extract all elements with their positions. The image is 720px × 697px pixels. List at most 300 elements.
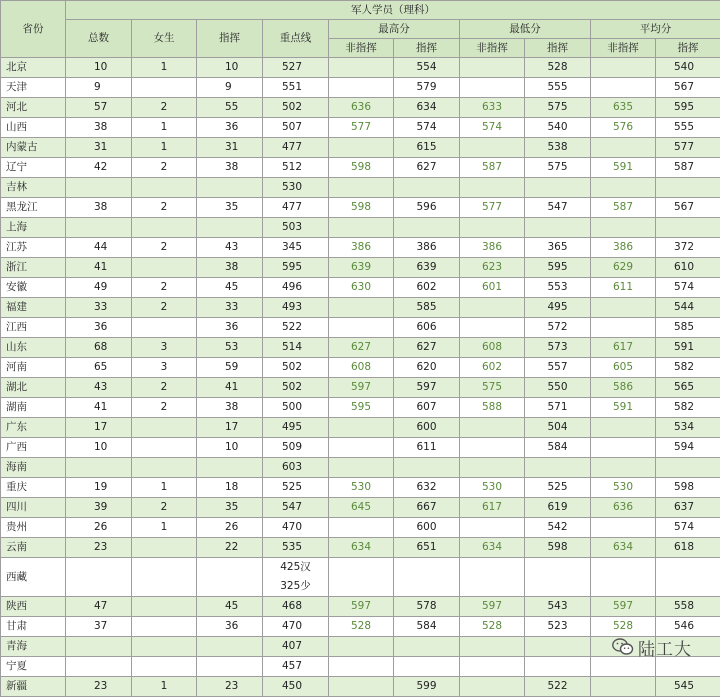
cell-max-c: 632 <box>394 478 460 498</box>
cell-min-nc: 634 <box>460 538 525 558</box>
cell-avg-c: 610 <box>656 258 720 278</box>
cell-command: 26 <box>197 518 263 538</box>
cell-total: 23 <box>66 538 132 558</box>
cell-command <box>197 637 263 657</box>
cell-min-c: 550 <box>525 378 591 398</box>
cell-keyline: 535 <box>263 538 329 558</box>
cell-keyline: 603 <box>263 458 329 478</box>
cell-female <box>132 657 197 677</box>
cell-command: 35 <box>197 198 263 218</box>
table-row <box>1 498 720 518</box>
cell-avg-nc <box>591 78 656 98</box>
header-avg: 平均分 <box>591 20 720 39</box>
cell-avg-c: 591 <box>656 338 720 358</box>
cell-keyline: 470 <box>263 518 329 538</box>
cell-command <box>197 458 263 478</box>
cell-total: 37 <box>66 617 132 637</box>
table-row <box>1 258 720 278</box>
cell-avg-c <box>656 458 720 478</box>
cell-command: 31 <box>197 138 263 158</box>
cell-max-nc <box>329 78 394 98</box>
cell-province: 云南 <box>1 538 66 558</box>
cell-female: 1 <box>132 677 197 697</box>
cell-max-c: 615 <box>394 138 460 158</box>
cell-avg-nc <box>591 218 656 238</box>
cell-max-nc <box>329 558 394 597</box>
cell-keyline <box>263 558 329 597</box>
cell-keyline: 547 <box>263 498 329 518</box>
table-row <box>1 178 720 198</box>
header-min-non-command: 非指挥 <box>460 39 525 58</box>
cell-province: 湖北 <box>1 378 66 398</box>
cell-command: 17 <box>197 418 263 438</box>
cell-max-c: 574 <box>394 118 460 138</box>
header-min-command: 指挥 <box>525 39 591 58</box>
cell-min-nc <box>460 418 525 438</box>
wechat-icon <box>612 638 634 656</box>
cell-avg-nc: 528 <box>591 617 656 637</box>
cell-avg-c: 545 <box>656 677 720 697</box>
cell-avg-nc: 586 <box>591 378 656 398</box>
cell-avg-c: 534 <box>656 418 720 438</box>
cell-command: 53 <box>197 338 263 358</box>
cell-avg-nc <box>591 418 656 438</box>
cell-keyline: 500 <box>263 398 329 418</box>
cell-max-c <box>394 637 460 657</box>
header-military: 军人学员（理科） <box>66 1 720 20</box>
cell-max-c: 579 <box>394 78 460 98</box>
cell-min-c: 495 <box>525 298 591 318</box>
cell-max-nc <box>329 657 394 677</box>
cell-min-c: 522 <box>525 677 591 697</box>
table-row <box>1 518 720 538</box>
cell-min-nc <box>460 78 525 98</box>
cell-female <box>132 637 197 657</box>
table-row <box>1 98 720 118</box>
cell-total <box>66 218 132 238</box>
cell-command: 18 <box>197 478 263 498</box>
cell-command: 38 <box>197 398 263 418</box>
table-row <box>1 458 720 478</box>
cell-keyline: 522 <box>263 318 329 338</box>
cell-avg-nc <box>591 138 656 158</box>
cell-max-nc <box>329 418 394 438</box>
cell-female: 1 <box>132 518 197 538</box>
cell-max-c: 578 <box>394 597 460 617</box>
cell-min-nc: 588 <box>460 398 525 418</box>
cell-max-c: 602 <box>394 278 460 298</box>
cell-avg-c: 577 <box>656 138 720 158</box>
cell-keyline: 512 <box>263 158 329 178</box>
cell-keyline: 530 <box>263 178 329 198</box>
cell-total: 38 <box>66 198 132 218</box>
cell-total: 36 <box>66 318 132 338</box>
cell-province: 天津 <box>1 78 66 98</box>
cell-keyline: 595 <box>263 258 329 278</box>
cell-min-nc <box>460 178 525 198</box>
cell-min-nc: 587 <box>460 158 525 178</box>
cell-avg-c <box>656 218 720 238</box>
cell-avg-c: 372 <box>656 238 720 258</box>
cell-avg-nc: 636 <box>591 498 656 518</box>
cell-total <box>66 657 132 677</box>
cell-max-c: 386 <box>394 238 460 258</box>
cell-min-c: 553 <box>525 278 591 298</box>
cell-avg-nc <box>591 518 656 538</box>
cell-max-nc <box>329 637 394 657</box>
table-row <box>1 338 720 358</box>
cell-command: 43 <box>197 238 263 258</box>
cell-max-c: 599 <box>394 677 460 697</box>
table-row <box>1 158 720 178</box>
cell-max-nc <box>329 138 394 158</box>
cell-female: 1 <box>132 58 197 78</box>
cell-max-nc <box>329 318 394 338</box>
table-row <box>1 478 720 498</box>
cell-female <box>132 258 197 278</box>
cell-avg-nc: 530 <box>591 478 656 498</box>
cell-command: 23 <box>197 677 263 697</box>
table-row <box>1 438 720 458</box>
cell-province: 甘肃 <box>1 617 66 637</box>
cell-female: 2 <box>132 278 197 298</box>
cell-max-nc <box>329 178 394 198</box>
table-row <box>1 538 720 558</box>
cell-province: 安徽 <box>1 278 66 298</box>
header-min: 最低分 <box>460 20 591 39</box>
cell-max-c: 600 <box>394 518 460 538</box>
cell-female: 1 <box>132 478 197 498</box>
cell-avg-nc: 597 <box>591 597 656 617</box>
table-row <box>1 238 720 258</box>
cell-max-c: 606 <box>394 318 460 338</box>
cell-female: 2 <box>132 98 197 118</box>
cell-max-c: 585 <box>394 298 460 318</box>
cell-province: 重庆 <box>1 478 66 498</box>
cell-min-nc <box>460 657 525 677</box>
cell-province: 河北 <box>1 98 66 118</box>
cell-province: 广西 <box>1 438 66 458</box>
cell-avg-c: 555 <box>656 118 720 138</box>
cell-max-nc: 386 <box>329 238 394 258</box>
cell-min-nc: 623 <box>460 258 525 278</box>
cell-command: 59 <box>197 358 263 378</box>
cell-province: 吉林 <box>1 178 66 198</box>
cell-province: 内蒙古 <box>1 138 66 158</box>
header-keyline: 重点线 <box>263 20 329 58</box>
header-total: 总数 <box>66 20 132 58</box>
cell-province: 浙江 <box>1 258 66 278</box>
cell-keyline: 496 <box>263 278 329 298</box>
cell-max-nc: 636 <box>329 98 394 118</box>
header-province: 省份 <box>1 1 66 58</box>
cell-province: 辽宁 <box>1 158 66 178</box>
cell-keyline: 345 <box>263 238 329 258</box>
cell-min-c: 575 <box>525 98 591 118</box>
cell-female <box>132 178 197 198</box>
table-header <box>1 1 720 58</box>
cell-keyline: 514 <box>263 338 329 358</box>
cell-female <box>132 418 197 438</box>
cell-command: 36 <box>197 617 263 637</box>
cell-min-nc: 601 <box>460 278 525 298</box>
cell-max-c: 627 <box>394 158 460 178</box>
table-row <box>1 398 720 418</box>
cell-command: 55 <box>197 98 263 118</box>
cell-max-nc: 627 <box>329 338 394 358</box>
cell-command: 22 <box>197 538 263 558</box>
cell-keyline: 468 <box>263 597 329 617</box>
cell-max-nc: 597 <box>329 597 394 617</box>
cell-avg-nc <box>591 298 656 318</box>
cell-command <box>197 178 263 198</box>
cell-avg-c: 544 <box>656 298 720 318</box>
watermark-text: 陆工大 <box>638 635 692 660</box>
table-row <box>1 677 720 697</box>
cell-province: 河南 <box>1 358 66 378</box>
cell-avg-nc: 587 <box>591 198 656 218</box>
table-row <box>1 358 720 378</box>
table-row <box>1 198 720 218</box>
cell-max-nc: 595 <box>329 398 394 418</box>
cell-avg-nc: 576 <box>591 118 656 138</box>
cell-max-nc: 577 <box>329 118 394 138</box>
cell-command: 45 <box>197 278 263 298</box>
cell-min-c: 571 <box>525 398 591 418</box>
cell-total: 10 <box>66 58 132 78</box>
cell-keyline: 502 <box>263 358 329 378</box>
cell-min-nc: 617 <box>460 498 525 518</box>
cell-avg-nc <box>591 677 656 697</box>
cell-max-c: 554 <box>394 58 460 78</box>
cell-keyline: 493 <box>263 298 329 318</box>
cell-avg-nc: 611 <box>591 278 656 298</box>
cell-max-nc: 630 <box>329 278 394 298</box>
cell-min-c: 573 <box>525 338 591 358</box>
cell-command: 36 <box>197 118 263 138</box>
cell-max-c: 634 <box>394 98 460 118</box>
cell-avg-c: 574 <box>656 278 720 298</box>
cell-max-c <box>394 458 460 478</box>
header-avg-command: 指挥 <box>656 39 720 58</box>
cell-min-nc <box>460 637 525 657</box>
cell-min-nc: 575 <box>460 378 525 398</box>
cell-avg-nc: 617 <box>591 338 656 358</box>
cell-avg-nc <box>591 58 656 78</box>
cell-avg-c: 567 <box>656 78 720 98</box>
header-max-command: 指挥 <box>394 39 460 58</box>
cell-total <box>66 458 132 478</box>
cell-max-nc: 597 <box>329 378 394 398</box>
cell-keyline: 407 <box>263 637 329 657</box>
cell-min-c: 528 <box>525 58 591 78</box>
cell-female <box>132 438 197 458</box>
cell-min-c: 575 <box>525 158 591 178</box>
cell-province: 上海 <box>1 218 66 238</box>
cell-total <box>66 637 132 657</box>
table-row <box>1 298 720 318</box>
cell-command: 33 <box>197 298 263 318</box>
cell-max-c: 667 <box>394 498 460 518</box>
cell-total: 41 <box>66 398 132 418</box>
cell-max-nc: 639 <box>329 258 394 278</box>
cell-max-nc <box>329 518 394 538</box>
cell-min-c: 543 <box>525 597 591 617</box>
cell-province: 青海 <box>1 637 66 657</box>
table-row <box>1 218 720 238</box>
cell-command <box>197 218 263 238</box>
cell-avg-nc: 386 <box>591 238 656 258</box>
cell-min-nc <box>460 58 525 78</box>
cell-max-c: 620 <box>394 358 460 378</box>
table-row <box>1 278 720 298</box>
cell-min-nc: 530 <box>460 478 525 498</box>
cell-female <box>132 597 197 617</box>
cell-total: 26 <box>66 518 132 538</box>
cell-total: 39 <box>66 498 132 518</box>
cell-province: 山东 <box>1 338 66 358</box>
cell-max-nc <box>329 58 394 78</box>
cell-avg-c: 618 <box>656 538 720 558</box>
cell-command: 41 <box>197 378 263 398</box>
cell-avg-c: 540 <box>656 58 720 78</box>
cell-max-c: 600 <box>394 418 460 438</box>
cell-female: 2 <box>132 398 197 418</box>
cell-avg-nc <box>591 178 656 198</box>
cell-keyline: 477 <box>263 198 329 218</box>
cell-min-c: 525 <box>525 478 591 498</box>
cell-total: 41 <box>66 258 132 278</box>
cell-command: 45 <box>197 597 263 617</box>
cell-min-nc: 602 <box>460 358 525 378</box>
cell-avg-nc: 634 <box>591 538 656 558</box>
cell-max-c <box>394 558 460 597</box>
cell-max-nc: 634 <box>329 538 394 558</box>
cell-max-nc: 645 <box>329 498 394 518</box>
cell-avg-c <box>656 558 720 597</box>
cell-female: 2 <box>132 198 197 218</box>
cell-max-c: 627 <box>394 338 460 358</box>
cell-max-c: 639 <box>394 258 460 278</box>
cell-max-nc <box>329 458 394 478</box>
cell-min-c <box>525 458 591 478</box>
cell-min-c <box>525 637 591 657</box>
table-row <box>1 597 720 617</box>
cell-min-nc <box>460 318 525 338</box>
cell-province: 贵州 <box>1 518 66 538</box>
cell-avg-c: 637 <box>656 498 720 518</box>
cell-province: 西藏 <box>1 558 66 597</box>
cell-province: 福建 <box>1 298 66 318</box>
cell-min-c: 540 <box>525 118 591 138</box>
cell-avg-nc: 629 <box>591 258 656 278</box>
cell-min-nc: 597 <box>460 597 525 617</box>
cell-command: 9 <box>197 78 263 98</box>
cell-keyline: 502 <box>263 378 329 398</box>
cell-keyline: 503 <box>263 218 329 238</box>
cell-min-c: 542 <box>525 518 591 538</box>
cell-command: 36 <box>197 318 263 338</box>
cell-keyline: 457 <box>263 657 329 677</box>
cell-max-nc <box>329 438 394 458</box>
table-row <box>1 58 720 78</box>
cell-keyline: 477 <box>263 138 329 158</box>
cell-max-c <box>394 218 460 238</box>
cell-min-c <box>525 657 591 677</box>
cell-female: 2 <box>132 298 197 318</box>
cell-province: 宁夏 <box>1 657 66 677</box>
cell-avg-c: 565 <box>656 378 720 398</box>
cell-province: 广东 <box>1 418 66 438</box>
table-row <box>1 418 720 438</box>
cell-min-nc: 608 <box>460 338 525 358</box>
cell-avg-c: 595 <box>656 98 720 118</box>
cell-command <box>197 657 263 677</box>
cell-province: 四川 <box>1 498 66 518</box>
header-female: 女生 <box>132 20 197 58</box>
header-max: 最高分 <box>329 20 460 39</box>
cell-keyline: 551 <box>263 78 329 98</box>
cell-avg-c: 546 <box>656 617 720 637</box>
watermark <box>612 634 704 660</box>
cell-min-c <box>525 218 591 238</box>
cell-min-nc <box>460 518 525 538</box>
cell-province: 湖南 <box>1 398 66 418</box>
cell-total: 43 <box>66 378 132 398</box>
cell-avg-nc <box>591 438 656 458</box>
cell-min-nc <box>460 558 525 597</box>
cell-province: 江苏 <box>1 238 66 258</box>
cell-avg-nc: 591 <box>591 158 656 178</box>
cell-avg-nc <box>591 458 656 478</box>
cell-avg-c: 585 <box>656 318 720 338</box>
cell-female: 2 <box>132 498 197 518</box>
cell-max-c: 651 <box>394 538 460 558</box>
cell-total: 57 <box>66 98 132 118</box>
keyline-han: 425汉 <box>263 558 328 577</box>
cell-min-nc: 633 <box>460 98 525 118</box>
cell-min-c: 504 <box>525 418 591 438</box>
cell-max-c: 611 <box>394 438 460 458</box>
cell-min-c: 547 <box>525 198 591 218</box>
cell-min-c: 557 <box>525 358 591 378</box>
cell-avg-c: 587 <box>656 158 720 178</box>
cell-keyline: 450 <box>263 677 329 697</box>
cell-female <box>132 617 197 637</box>
cell-total: 38 <box>66 118 132 138</box>
cell-min-nc: 574 <box>460 118 525 138</box>
cell-female: 2 <box>132 158 197 178</box>
cell-min-c: 365 <box>525 238 591 258</box>
cell-avg-c: 567 <box>656 198 720 218</box>
cell-min-c: 523 <box>525 617 591 637</box>
cell-min-nc <box>460 677 525 697</box>
cell-total: 17 <box>66 418 132 438</box>
cell-province: 山西 <box>1 118 66 138</box>
cell-total <box>66 558 132 597</box>
cell-total: 33 <box>66 298 132 318</box>
cell-province: 北京 <box>1 58 66 78</box>
cell-female: 2 <box>132 238 197 258</box>
cell-avg-c: 558 <box>656 597 720 617</box>
cell-province: 黑龙江 <box>1 198 66 218</box>
cell-female <box>132 318 197 338</box>
cell-female: 3 <box>132 358 197 378</box>
cell-female: 2 <box>132 378 197 398</box>
cell-command: 10 <box>197 58 263 78</box>
cell-avg-nc: 635 <box>591 98 656 118</box>
cell-avg-c: 594 <box>656 438 720 458</box>
